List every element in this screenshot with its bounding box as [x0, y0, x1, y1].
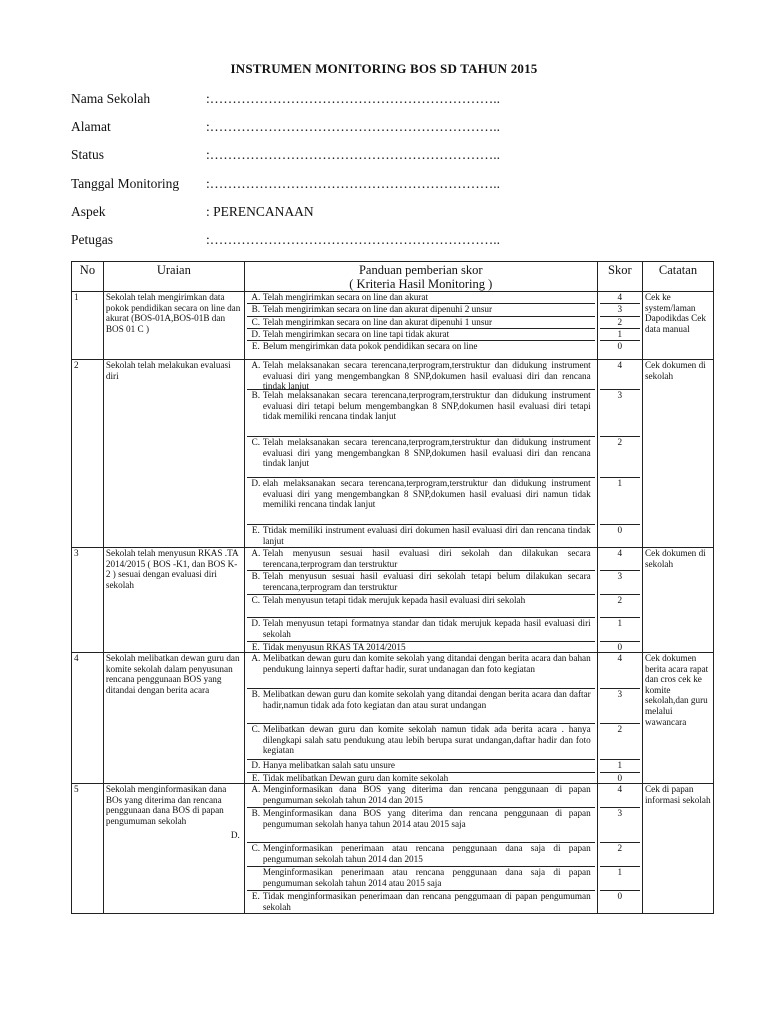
row-panduan	[244, 292, 597, 360]
score-value: 3	[600, 304, 640, 317]
table-row	[72, 784, 714, 914]
score-value: 1	[600, 760, 640, 773]
score-option	[247, 525, 595, 547]
header-catatan: Catatan	[642, 262, 713, 292]
table-header-row	[72, 262, 714, 292]
row-panduan	[244, 548, 597, 653]
score-value: 0	[617, 525, 623, 535]
table-row	[72, 292, 714, 360]
uraian-text: Sekolah menginformasikan dana BOs yang diterima dan rencana penggunaan dana BOS di papan pengumuman sekolah	[105, 784, 227, 826]
score-option	[247, 653, 595, 689]
row-number: 5	[72, 784, 104, 914]
option-letter: C.	[251, 724, 261, 734]
score-value: 4	[600, 292, 640, 304]
field-label: Tanggal Monitoring	[71, 176, 180, 191]
option-text: Melibatkan dewan guru dan komite sekolah yang ditandai dengan berita acara dan daftar hadir,namun tidak ada foto kegiatan dan atau surat undangan	[262, 689, 591, 710]
score-option	[247, 773, 595, 783]
option-letter: B.	[251, 390, 261, 400]
field-row	[71, 91, 711, 109]
score-value: 1	[600, 618, 640, 642]
option-letter: A.	[251, 784, 261, 794]
header-panduan-line2: ( Kriteria Hasil Monitoring )	[349, 277, 493, 291]
row-catatan: Cek dokumen di sekolah	[642, 548, 713, 653]
score-value: 4	[600, 653, 640, 689]
score-value: 4	[600, 548, 640, 571]
field-row	[71, 147, 711, 165]
field-row	[71, 176, 711, 194]
score-value: 3	[600, 689, 640, 724]
score-option	[247, 760, 595, 773]
row-number: 1	[72, 292, 104, 360]
score-value: 1	[600, 329, 640, 341]
score-option	[247, 724, 595, 760]
table-row	[72, 548, 714, 653]
header-no: No	[72, 262, 104, 292]
score-value: 0	[617, 891, 623, 901]
row-panduan	[244, 784, 597, 914]
row-skor	[597, 292, 642, 360]
option-text: Telah menyusun tetapi formatnya standar dan tidak merujuk kepada hasil evaluasi diri sekolah	[262, 618, 591, 639]
option-letter: B.	[251, 808, 261, 818]
score-value: 1	[600, 867, 640, 891]
score-option	[247, 437, 595, 478]
uraian-text: Sekolah telah melakukan evaluasi diri	[105, 360, 231, 381]
option-letter: E.	[251, 642, 260, 652]
option-letter: E.	[251, 525, 260, 535]
option-letter: C.	[251, 317, 261, 327]
score-option	[247, 808, 595, 843]
field-value: :………………………………………………………..	[206, 147, 501, 162]
row-number: 2	[72, 360, 104, 548]
option-text: Belum mengirimkan data pokok pendidikan secara on line	[262, 341, 478, 351]
score-option	[247, 843, 595, 867]
score-option	[247, 618, 595, 642]
score-option	[247, 642, 595, 652]
field-row	[71, 204, 711, 222]
option-text: elah melaksanakan secara terencana,terprogram,terstruktur dan didukung instrument evaluasi diri yang mengembangkan 8 SNP,dokumen hasil evaluasi diri namun tidak memiliki rencana tindak lanjut	[262, 478, 591, 510]
option-text: Hanya melibatkan salah satu unsure	[262, 760, 395, 770]
field-label: Alamat	[71, 119, 111, 134]
option-text: Telah melaksanakan secara terencana,terprogram,terstruktur dan didukung instrument evaluasi diri yang mengembangkan 8 SNP,dokumen hasil evaluasi diri dan rencana tindak lanjut	[262, 437, 591, 469]
option-letter: E.	[251, 891, 260, 901]
score-option	[247, 548, 595, 571]
document-title: INSTRUMEN MONITORING BOS SD TAHUN 2015	[230, 61, 538, 76]
option-letter: C.	[251, 843, 261, 853]
score-value: 0	[617, 773, 623, 783]
option-letter: D.	[251, 329, 261, 339]
field-label: Status	[71, 147, 105, 162]
score-value: 0	[617, 341, 623, 351]
score-value: 3	[600, 808, 640, 843]
row-catatan: Cek dokumen di sekolah	[642, 360, 713, 548]
option-letter: A.	[251, 292, 261, 302]
score-option	[247, 689, 595, 724]
option-text: Melibatkan dewan guru dan komite sekolah namun tidak ada berita acara . hanya dilengkapi salah satu pendukung atau lebih berupa surat undangan,daftar hadir dan foto kegiatan	[262, 724, 591, 756]
option-letter	[249, 867, 263, 890]
field-value: :………………………………………………………..	[206, 119, 501, 134]
score-value: 2	[600, 843, 640, 867]
header-panduan	[244, 262, 597, 292]
option-text: Menginformasikan dana BOS yang diterima dan rencana penggunaan di papan pengumuman sekolah hanya tahun 2014 atau 2015 saja	[262, 808, 591, 829]
score-value: 1	[600, 478, 640, 525]
uraian-extra-mark: D.	[230, 830, 240, 841]
row-catatan: Cek di papan informasi sekolah	[642, 784, 713, 914]
field-value: :………………………………………………………..	[206, 91, 501, 106]
row-uraian	[103, 360, 244, 548]
score-option	[247, 595, 595, 618]
option-letter: D.	[251, 760, 261, 770]
row-catatan: Cek ke system/laman Dapodikdas Cek data manual	[642, 292, 713, 360]
option-letter: B.	[251, 304, 261, 314]
score-option	[247, 292, 595, 304]
option-letter: B.	[251, 571, 261, 581]
option-text: Telah melaksanakan secara terencana,terprogram,terstruktur dan didukung instrument evaluasi diri yang mengembangkan 8 SNP,dokumen hasil evaluasi diri dan rencana tindak lanjut	[262, 360, 591, 392]
field-label: Aspek	[71, 204, 106, 219]
table-row	[72, 653, 714, 784]
score-value: 2	[600, 724, 640, 760]
field-label: Petugas	[71, 232, 113, 247]
option-text: Menginformasikan penerimaan atau rencana penggunaan dana saja di papan pengumuman sekolah tahun 2014 atau 2015 saja	[262, 867, 591, 888]
score-value: 4	[600, 784, 640, 808]
row-uraian	[103, 653, 244, 784]
score-value: 3	[600, 390, 640, 437]
row-panduan	[244, 653, 597, 784]
uraian-text: Sekolah telah menyusun RKAS .TA 2014/2015 ( BOS -K1, dan BOS K-2 ) sesuai dengan evaluasi diri sekolah	[105, 548, 239, 590]
option-text: Menginformasikan penerimaan atau rencana penggunaan dana saja di papan pengumuman sekolah tahun 2014 dan 2015	[262, 843, 591, 864]
option-text: Tidak melibatkan Dewan guru dan komite sekolah	[262, 773, 449, 783]
option-letter: E.	[251, 341, 260, 351]
option-text: Menginformasikan dana BOS yang diterima dan rencana penggunaan di papan pengumuman sekolah tahun 2014 dan 2015	[262, 784, 591, 805]
option-text: Telah melaksanakan secara terencana,terprogram,terstruktur dan didukung instrument evaluasi diri tetapi belum mengembangkan 8 SNP,dokumen hasil evaluasi diri tetapi tidak memiliki rencana tindak lanjut	[262, 390, 591, 422]
option-letter: E.	[251, 773, 260, 783]
row-uraian	[103, 784, 244, 914]
score-option	[247, 329, 595, 341]
header-skor: Skor	[597, 262, 642, 292]
option-text: Telah menyusun sesuai hasil evaluasi diri sekolah dan dilakukan secara terencana,terprogram dan terstruktur	[262, 548, 591, 569]
score-value: 4	[600, 360, 640, 390]
score-option	[247, 390, 595, 437]
option-text: Telah mengirimkan secara on line dan akurat dipenuhi 1 unsur	[262, 317, 493, 327]
monitoring-table	[71, 261, 714, 914]
option-letter: C.	[251, 437, 261, 447]
score-value: 2	[600, 437, 640, 478]
option-text: Telah mengirimkan secara on line tapi tidak akurat	[262, 329, 450, 339]
option-letter: A.	[251, 653, 261, 663]
score-option	[247, 784, 595, 808]
option-text: Telah menyusun sesuai hasil evaluasi diri sekolah tetapi belum dilakukan secara terencana,terprogram dan terstruktur	[262, 571, 591, 592]
table-row	[72, 360, 714, 548]
score-option	[247, 891, 595, 913]
score-value: 2	[600, 317, 640, 329]
row-skor	[597, 653, 642, 784]
row-catatan: Cek dokumen berita acara rapat dan cros cek ke komite sekolah,dan guru melalui wawancara	[642, 653, 713, 784]
row-uraian	[103, 548, 244, 653]
option-letter: C.	[251, 595, 261, 605]
score-option	[247, 478, 595, 525]
row-skor	[597, 784, 642, 914]
score-value: 3	[600, 571, 640, 595]
score-option	[247, 571, 595, 595]
option-letter: D.	[251, 618, 261, 628]
option-letter: D.	[251, 478, 261, 488]
header-panduan-line1: Panduan pemberian skor	[358, 263, 483, 277]
header-uraian: Uraian	[103, 262, 244, 292]
option-letter: A.	[251, 360, 261, 370]
score-option	[247, 304, 595, 317]
score-option	[247, 867, 595, 891]
option-text: Ttidak memiliki instrument evaluasi diri dokumen hasil evaluasi diri dan rencana tindak lanjut	[262, 525, 591, 546]
option-text: Tidak menginformasikan penerimaan dan rencana penggumaan di papan pengumuman sekolah	[262, 891, 591, 912]
uraian-text: Sekolah melibatkan dewan guru dan komite sekolah dalam penyusunan rencana penggunaan BOS yang ditandai dengan berita acara	[105, 653, 240, 695]
score-option	[247, 360, 595, 390]
option-text: Telah mengirimkan secara on line dan akurat dipenuhi 2 unsur	[262, 304, 493, 314]
uraian-text: Sekolah telah mengirimkan data pokok pendidikan secara on line dan akurat (BOS-01A,BOS-01B dan BOS 01 C )	[105, 292, 241, 334]
row-uraian	[103, 292, 244, 360]
row-number: 4	[72, 653, 104, 784]
score-option	[247, 341, 595, 359]
row-skor	[597, 360, 642, 548]
option-text: Telah menyusun tetapi tidak merujuk kepada hasil evaluasi diri sekolah	[262, 595, 526, 605]
row-skor	[597, 548, 642, 653]
field-row	[71, 119, 711, 137]
field-label: Nama Sekolah	[71, 91, 151, 106]
score-value: 2	[600, 595, 640, 618]
score-value: 0	[617, 642, 623, 652]
row-panduan	[244, 360, 597, 548]
option-letter: B.	[251, 689, 261, 699]
row-number: 3	[72, 548, 104, 653]
option-text: Tidak menyusun RKAS TA 2014/2015	[262, 642, 406, 652]
field-value: : PERENCANAAN	[206, 204, 314, 219]
field-value: :………………………………………………………..	[206, 176, 501, 191]
score-option	[247, 317, 595, 329]
option-text: Melibatkan dewan guru dan komite sekolah yang ditandai dengan berita acara dan bahan pendukung lainnya seperti daftar hadir, surat undanagan dan foto kegiatan	[262, 653, 591, 674]
field-row	[71, 232, 711, 250]
option-text: Telah mengirimkan secara on line dan akurat	[262, 292, 429, 302]
option-letter: A.	[251, 548, 261, 558]
field-value: :………………………………………………………..	[206, 232, 501, 247]
